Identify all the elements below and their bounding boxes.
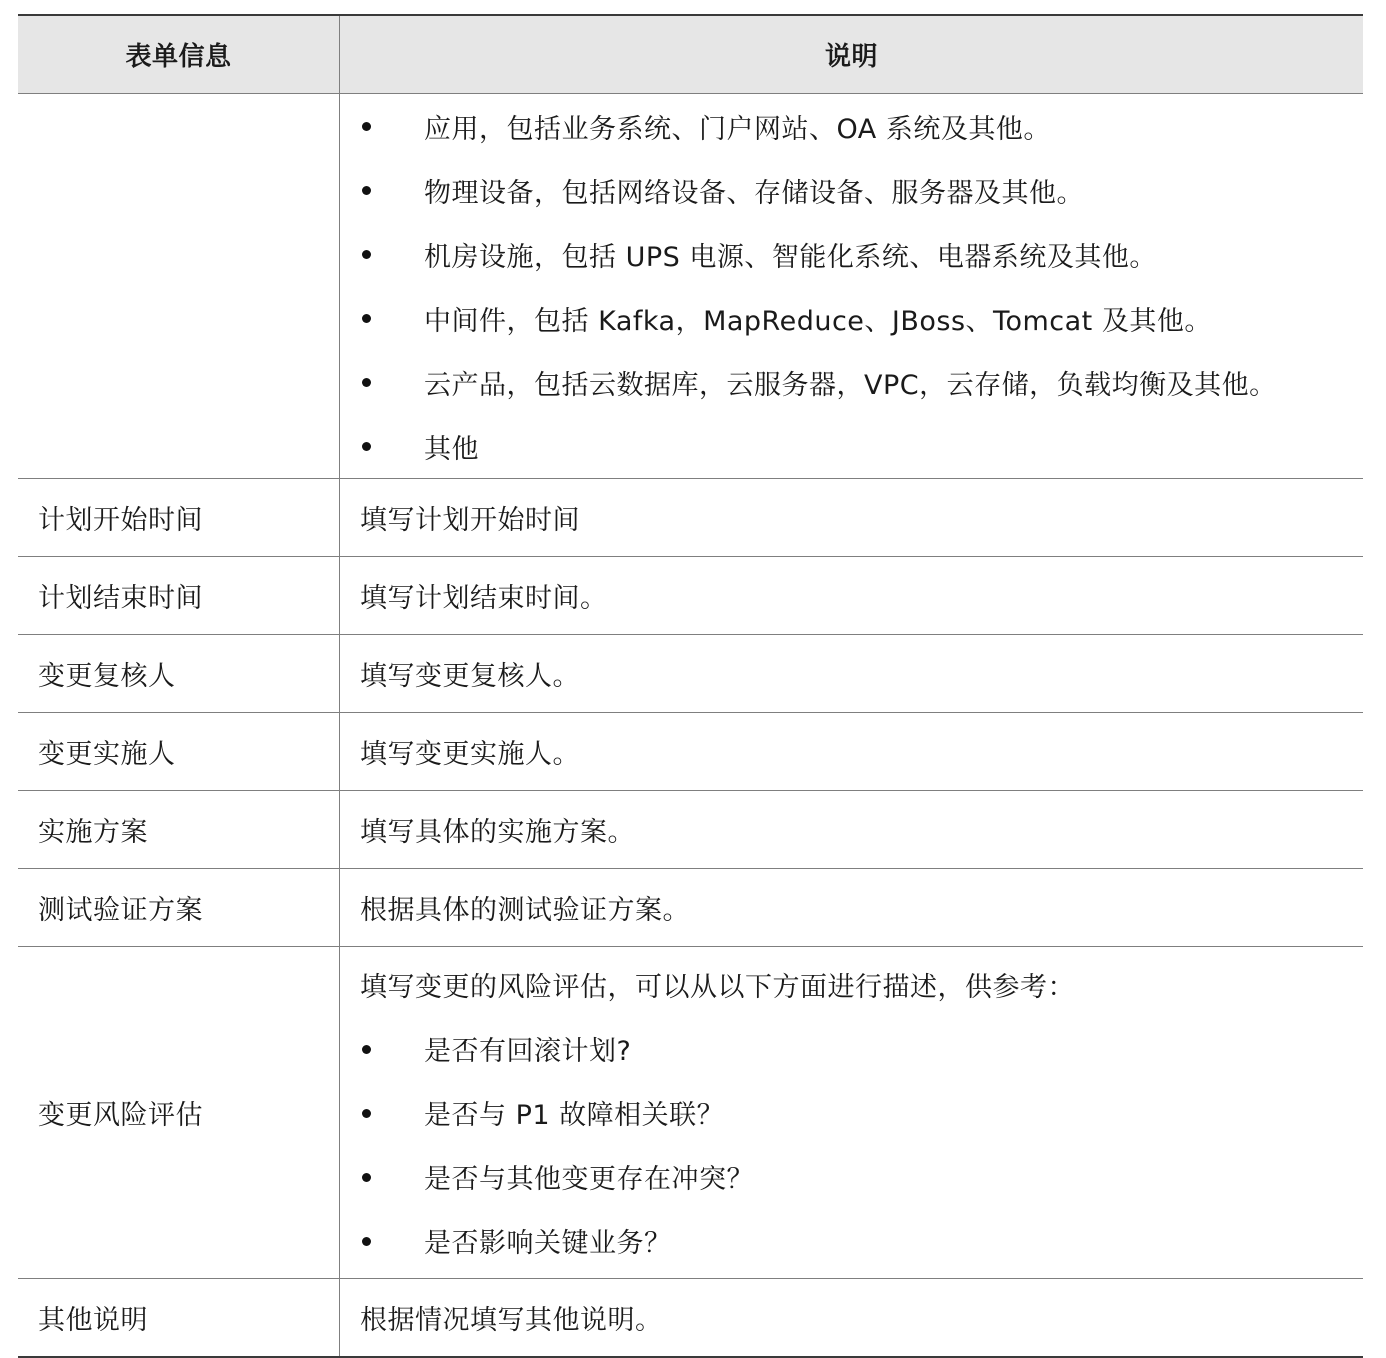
row-label: 变更风险评估 [18,947,340,1278]
row-label: 计划开始时间 [18,479,340,556]
bullet-dot-icon [360,222,424,286]
list-item-text: 应用，包括业务系统、门户网站、OA 系统及其他。 [424,113,1051,145]
row-description: 填写变更实施人。 [360,739,580,770]
bullet-dot-icon [360,94,424,158]
row-description: 根据具体的测试验证方案。 [360,895,690,926]
list-item [360,1209,1363,1273]
list-item-text: 中间件，包括 Kafka，MapReduce、JBoss、Tomcat 及其他。 [424,305,1212,337]
bullet-dot-icon [360,286,424,350]
list-item-text: 其他 [424,433,479,465]
row-label: 变更实施人 [18,713,340,790]
table-row-other-notes [18,1278,1363,1356]
list-item-text: 云产品，包括云数据库，云服务器，VPC，云存储，负载均衡及其他。 [424,369,1277,401]
table-row-object-types [18,94,1363,478]
list-item-text: 机房设施，包括 UPS 电源、智能化系统、电器系统及其他。 [424,241,1157,273]
row-label: 测试验证方案 [18,869,340,946]
list-item [360,158,1363,222]
row-label: 变更复核人 [18,635,340,712]
table-row-planned-start [18,478,1363,556]
bullet-dot-icon [360,1145,424,1209]
list-item [360,94,1363,158]
row-label: 其他说明 [18,1279,340,1356]
list-item [360,286,1363,350]
table-row-planned-end [18,556,1363,634]
bullet-dot-icon [360,1209,424,1273]
bullet-dot-icon [360,414,424,478]
bullet-dot-icon [360,158,424,222]
bullet-dot-icon [360,350,424,414]
list-item-text: 是否影响关键业务？ [424,1228,672,1259]
table-row-risk-assessment [18,946,1363,1278]
list-item [360,222,1363,286]
table-row-reviewer [18,634,1363,712]
row-label: 实施方案 [18,791,340,868]
row-description [340,947,1363,1278]
risk-intro-text: 填写变更的风险评估，可以从以下方面进行描述，供参考： [360,972,1075,1003]
row-description: 填写变更复核人。 [360,661,580,692]
table-row-test-plan [18,868,1363,946]
row-description [340,94,1363,478]
row-description: 填写具体的实施方案。 [360,817,635,848]
table-row-implementer [18,712,1363,790]
list-item [360,414,1363,478]
header-description: 说明 [824,42,878,72]
row-description: 根据情况填写其他说明。 [360,1305,663,1336]
list-item [360,1145,1363,1209]
list-item-text: 是否与 P1 故障相关联？ [424,1100,725,1131]
header-form-info: 表单信息 [18,16,340,93]
row-label [18,94,340,478]
table-row-plan [18,790,1363,868]
list-item-text: 是否与其他变更存在冲突？ [424,1164,754,1195]
row-label: 计划结束时间 [18,557,340,634]
list-item-text: 物理设备，包括网络设备、存储设备、服务器及其他。 [424,177,1084,209]
bullet-dot-icon [360,1081,424,1145]
list-item [360,1081,1363,1145]
table-header-row [18,16,1363,94]
list-item [360,1017,1363,1081]
form-info-table [18,14,1363,1358]
list-item-text: 是否有回滚计划? [424,1036,632,1067]
row-description: 填写计划结束时间。 [360,583,608,614]
bullet-dot-icon [360,1017,424,1081]
list-item [360,350,1363,414]
row-description: 填写计划开始时间 [360,505,580,536]
